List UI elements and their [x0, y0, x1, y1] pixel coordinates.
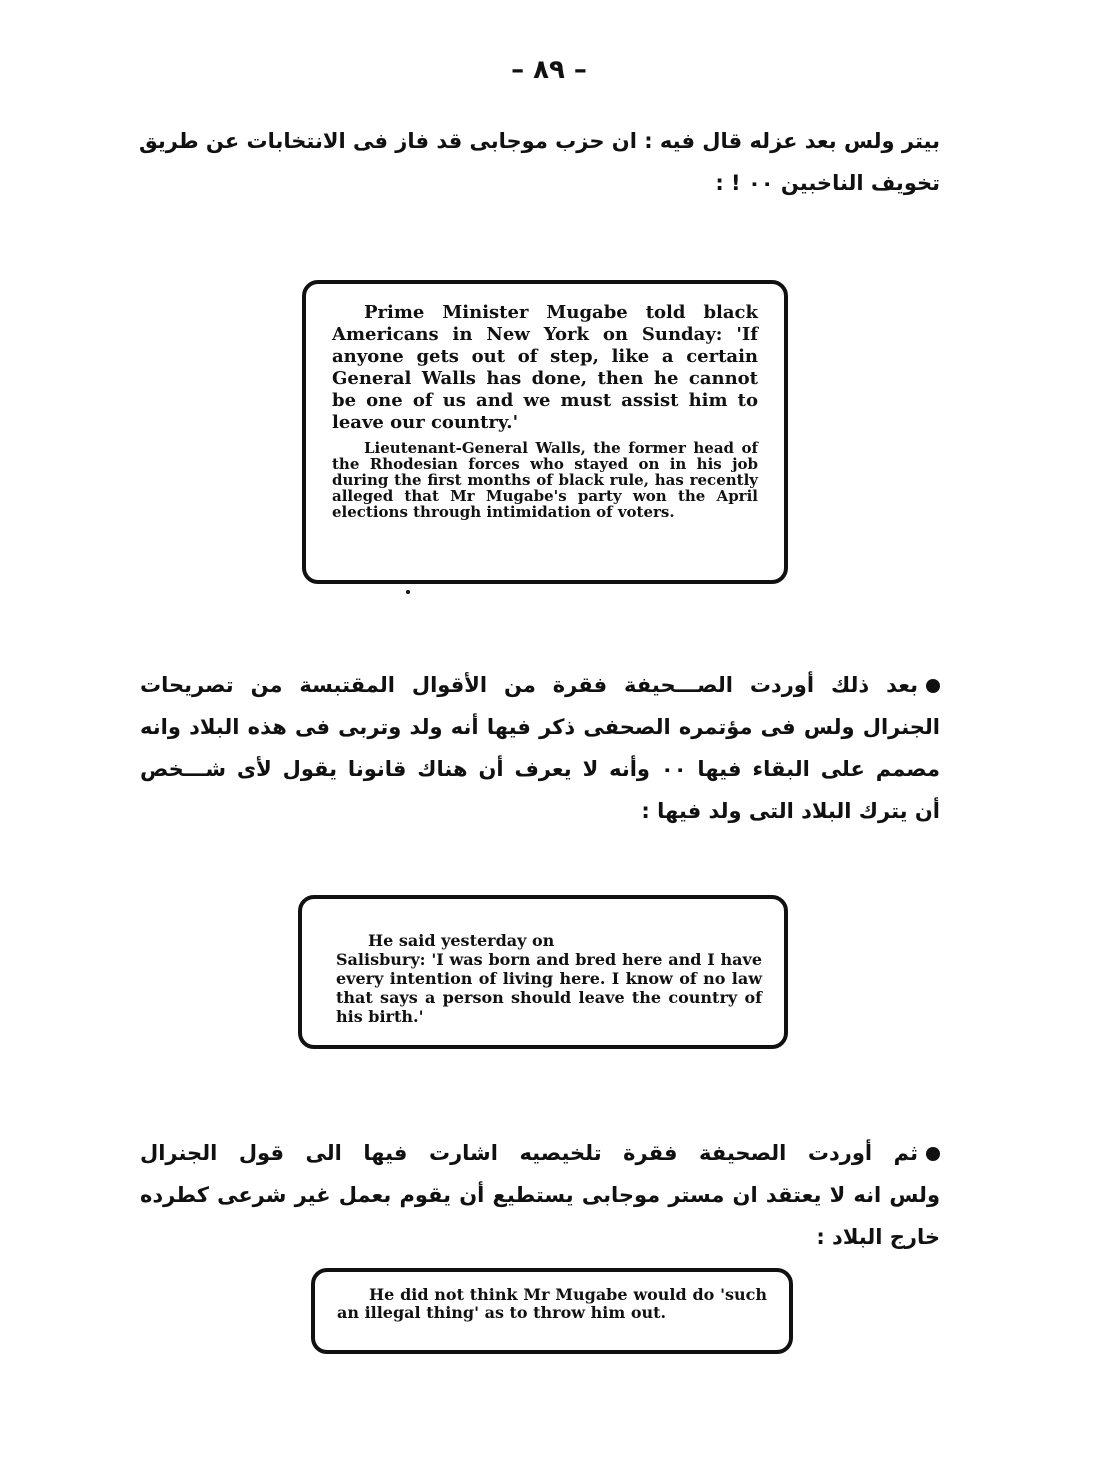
- clipping-3-text: He did not think Mr Mugabe would do 'such an illegal thing' as to throw him out.: [337, 1285, 767, 1322]
- walls-statement-paragraph: [140, 664, 940, 832]
- summary-line-2: ولس انه لا يعتقد ان مستر موجابى يستطيع أن يقوم بعمل غير شرعى كطرده: [140, 1183, 940, 1207]
- bullet-icon: [926, 679, 940, 693]
- print-speck: [406, 590, 410, 594]
- walls-line-2: الجنرال ولس فى مؤتمره الصحفى ذكر فيها أنه ولد وتربى فى هذه البلاد وانه: [140, 715, 940, 739]
- intro-paragraph: [140, 120, 940, 204]
- walls-line-1: [140, 664, 940, 706]
- summary-line-1-text: ثم أوردت الصحيفة فقرة تلخيصيه اشارت فيها الى قول الجنرال: [140, 1141, 918, 1165]
- clipping-2-line-2: Salisbury: 'I was born and bred here and I have every intention of living here. I know of no law that says a person should leave the country of his birth.': [336, 950, 762, 1026]
- clipping-2-line-1: He said yesterday on: [368, 931, 555, 950]
- summary-paragraph: [140, 1132, 940, 1258]
- newspaper-clipping-walls-quote: [298, 895, 788, 1049]
- summary-line-1: [140, 1132, 940, 1174]
- newspaper-clipping-illegal-thing: [311, 1268, 793, 1354]
- newspaper-clipping-mugabe-quote: [302, 280, 788, 584]
- intro-line-2: تخويف الناخبين ٠٠ ! :: [715, 171, 940, 195]
- walls-line-4: أن يترك البلاد التى ولد فيها :: [641, 799, 940, 823]
- summary-line-3: خارج البلاد :: [816, 1225, 940, 1249]
- intro-line-1: بيتر ولس بعد عزله قال فيه : ان حزب موجابى قد فاز فى الانتخابات عن طريق: [138, 129, 940, 153]
- clipping-1-paragraph-1: Prime Minister Mugabe told black Americans in New York on Sunday: 'If anyone gets out of step, like a certain General Walls has done, then he cannot be one of us and we must assist him to leave our country.': [332, 302, 758, 433]
- walls-line-3: مصمم على البقاء فيها ٠٠ وأنه لا يعرف أن هناك قانونا يقول لأى شـــخص: [140, 757, 940, 781]
- clipping-1-paragraph-2: Lieutenant-General Walls, the former head of the Rhodesian forces who stayed on in his job during the first months of black rule, has recently alleged that Mr Mugabe's party won the April elections through intimidation of voters.: [332, 439, 758, 521]
- bullet-icon: [926, 1147, 940, 1161]
- page-number: – ٨٩ –: [511, 55, 587, 85]
- walls-line-1-text: بعد ذلك أوردت الصـــحيفة فقرة من الأقوال المقتبسة من تصريحات: [140, 673, 918, 697]
